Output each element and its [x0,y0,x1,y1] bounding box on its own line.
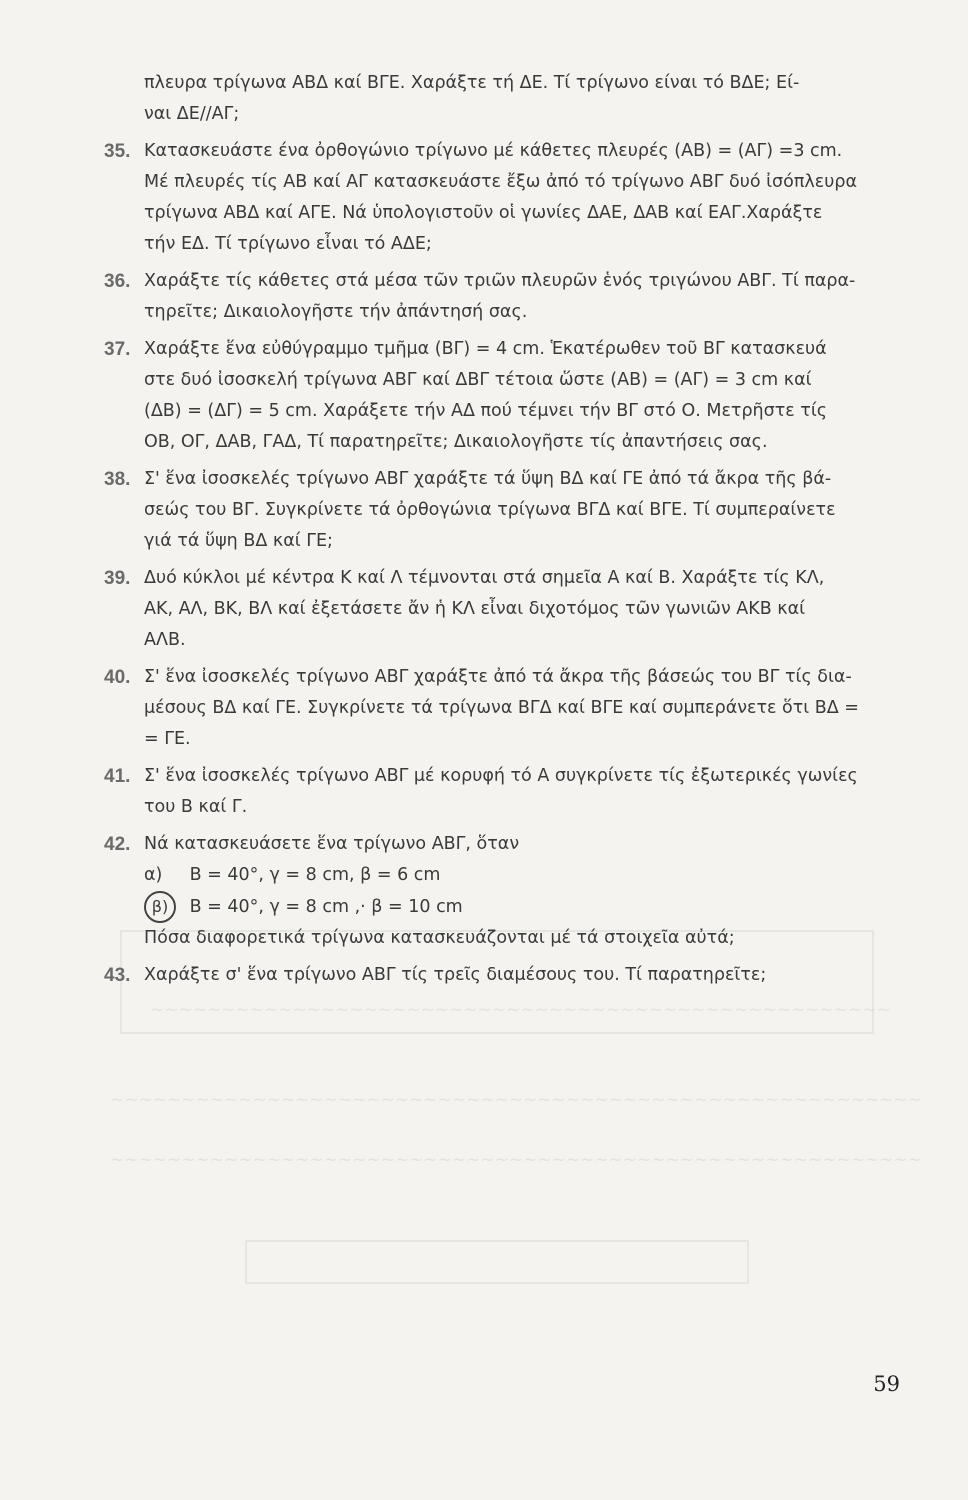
exercise-43 [100,960,900,991]
exercise-list [100,68,900,997]
exercise-number: 38. [104,469,131,490]
exercise-number: 41. [104,766,131,787]
text-line: Χαράξτε ἕνα εὐθύγραμμο τμῆμα (ΒΓ) = 4 cm. Ἑκατέρωθεν τοῦ ΒΓ κατασκευά [144,339,827,359]
show-through-text: ~~~~~~~~~~~~~~~~~~~~~~~~~~~~~~~~~~~~~~~~~~~~~~~~~~~~~~~~~ [110,1090,922,1110]
text-line: Δυό κύκλοι μέ κέντρα Κ καί Λ τέμνονται στά σημεῖα Α καί Β. Χαράξτε τίς ΚΛ, [144,568,825,588]
exercise-number: 37. [104,339,131,360]
text-line: Πόσα διαφορετικά τρίγωνα κατασκευάζονται μέ τά στοιχεῖα αὐτά; [144,928,735,948]
text-line: Σ' ἕνα ἰσοσκελές τρίγωνο ΑΒΓ χαράξτε ἀπό τά ἄκρα τῆς βάσεώς του ΒΓ τίς δια- [144,667,852,687]
exercise-37 [100,334,900,458]
text-line: Σ' ἕνα ἰσοσκελές τρίγωνο ΑΒΓ μέ κορυφή τό Α συγκρίνετε τίς ἐξωτερικές γωνίες [144,766,858,786]
text-line: Χαράξτε σ' ἕνα τρίγωνο ΑΒΓ τίς τρεῖς διαμέσους του. Τί παρατηρεῖτε; [144,965,767,985]
text-line: Σ' ἕνα ἰσοσκελές τρίγωνο ΑΒΓ χαράξτε τά ὕψη ΒΔ καί ΓΕ ἀπό τά ἄκρα τῆς βά- [144,469,832,489]
text-line: τήν ΕΔ. Τί τρίγωνο εἶναι τό ΑΔΕ; [144,234,432,254]
sub-item-text: Β = 40°, γ = 8 cm ,· β = 10 cm [189,897,463,917]
text-line: του Β καί Γ. [144,797,248,817]
exercise-number: 43. [104,965,131,986]
exercise-41 [100,761,900,823]
text-line: (ΔΒ) = (ΔΓ) = 5 cm. Χαράξετε τήν ΑΔ πού τέμνει τήν ΒΓ στό Ο. Μετρῆστε τίς [144,401,828,421]
circled-label: β) [144,891,176,923]
text-line: Μέ πλευρές τίς ΑΒ καί ΑΓ κατασκευάστε ἔξω ἀπό τό τρίγωνο ΑΒΓ δυό ἰσόπλευρα [144,172,857,192]
text-line: πλευρα τρίγωνα ΑΒΔ καί ΒΓΕ. Χαράξτε τή ΔΕ. Τί τρίγωνο είναι τό ΒΔΕ; Εί- [144,73,800,93]
text-line: τρίγωνα ΑΒΔ καί ΑΓΕ. Νά ὑπολογιστοῦν οἱ γωνίες ΔΑΕ, ΔΑΒ καί ΕΑΓ.Χαράξτε [144,203,823,223]
sub-item-b [144,891,900,923]
text-line: Νά κατασκευάσετε ἕνα τρίγωνο ΑΒΓ, ὅταν [144,834,520,854]
show-through-text: ~~~~~~~~~~~~~~~~~~~~~~~~~~~~~~~~~~~~~~~~~~~~~~~~~~~~ [150,1000,891,1020]
text-line: σεώς του ΒΓ. Συγκρίνετε τά ὀρθογώνια τρίγωνα ΒΓΔ καί ΒΓΕ. Τί συμπεραίνετε [144,500,836,520]
show-through-text: ~~~~~~~~~~~~~~~~~~~~~~~~~~~~~~~~~~~~~~~~~~~~~~~~~~~~~~~~~ [110,1150,922,1170]
exercise-38 [100,464,900,557]
text-line: Χαράξτε τίς κάθετες στά μέσα τῶν τριῶν πλευρῶν ἑνός τριγώνου ΑΒΓ. Τί παρα- [144,271,856,291]
exercise-number: 39. [104,568,131,589]
exercise-42 [100,829,900,954]
show-through-box [245,1240,749,1284]
text-line: μέσους ΒΔ καί ΓΕ. Συγκρίνετε τά τρίγωνα ΒΓΔ καί ΒΓΕ καί συμπεράνετε ὅτι ΒΔ = [144,698,859,718]
text-line: Κατασκευάστε ένα ὀρθογώνιο τρίγωνο μέ κάθετες πλευρές (ΑΒ) = (ΑΓ) =3 cm. [144,141,843,161]
exercise-35 [100,136,900,260]
exercise-number: 40. [104,667,131,688]
text-line: = ΓΕ. [144,729,191,749]
exercise-number: 35. [104,141,131,162]
text-line: ναι ΔΕ//ΑΓ; [144,104,240,124]
sub-item-label-circled [144,891,184,923]
exercise-40 [100,662,900,755]
exercise-36 [100,266,900,328]
exercise-39 [100,563,900,656]
text-line: στε δυό ἰσοσκελή τρίγωνα ΑΒΓ καί ΔΒΓ τέτοια ὥστε (ΑΒ) = (ΑΓ) = 3 cm καί [144,370,812,390]
exercise-number: 42. [104,834,131,855]
text-line: τηρεῖτε; Δικαιολογῆστε τήν ἀπάντησή σας. [144,302,528,322]
page-number: 59 [873,1372,900,1396]
exercise-number: 36. [104,271,131,292]
sub-item-a [144,860,900,891]
sub-item-text: Β = 40°, γ = 8 cm, β = 6 cm [189,865,441,885]
text-line: γιά τά ὕψη ΒΔ καί ΓΕ; [144,531,333,551]
text-line: ΑΛΒ. [144,630,186,650]
text-line: ΑΚ, ΑΛ, ΒΚ, ΒΛ καί ἐξετάσετε ἄν ἡ ΚΛ εἶναι διχοτόμος τῶν γωνιῶν ΑΚΒ καί [144,599,806,619]
text-line: ΟΒ, ΟΓ, ΔΑΒ, ΓΑΔ, Τί παρατηρεῖτε; Δικαιολογῆστε τίς ἀπαντήσεις σας. [144,432,768,452]
exercise-34-continuation [100,68,900,130]
sub-item-label: α) [144,865,163,885]
